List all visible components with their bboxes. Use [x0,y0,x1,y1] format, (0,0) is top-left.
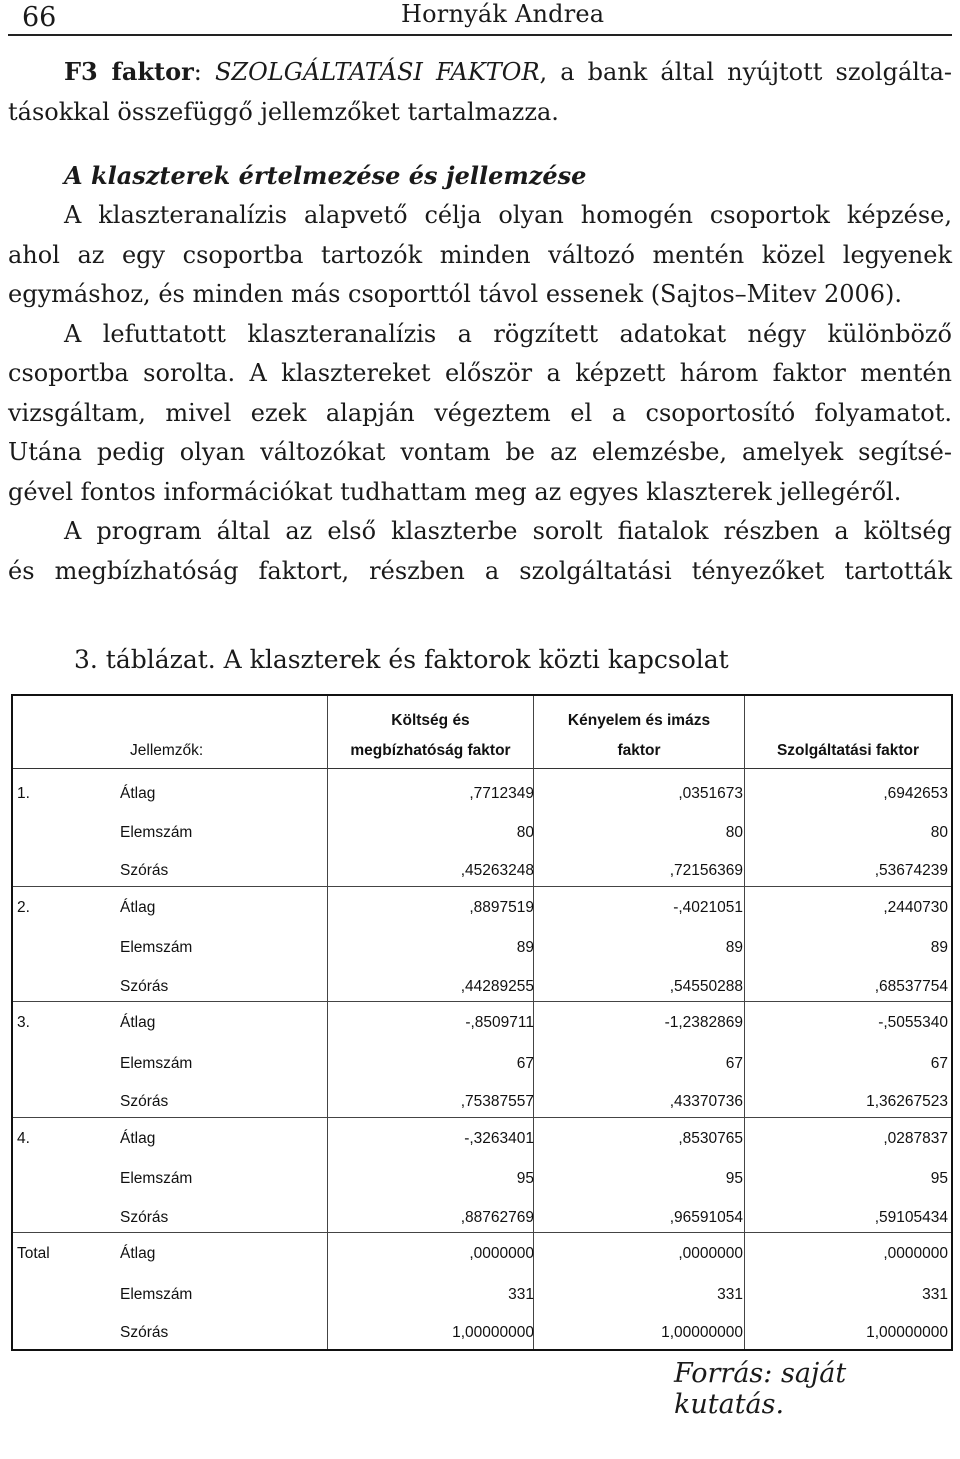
header-jellemzok: Jellemzők: [130,742,204,759]
table-row [13,1158,951,1197]
stat-label: Szórás [120,1208,169,1226]
value-comfort-image: 80 [725,823,743,841]
cluster-label: Total [17,1245,50,1262]
table-row [13,850,951,889]
cluster-label: 3. [17,1014,30,1031]
value-comfort-image: -1,2382869 [664,1014,743,1031]
value-comfort-image: ,0000000 [678,1245,743,1262]
value-cost-reliability: 67 [516,1054,534,1072]
value-service: ,68537754 [874,977,948,995]
stat-label: Átlag [120,1014,156,1031]
stat-label: Szórás [120,1324,169,1341]
cluster-label: 4. [17,1129,30,1147]
value-cost-reliability: ,88762769 [460,1208,534,1226]
factor-title: SZOLGÁLTATÁSI FAKTOR [214,58,540,86]
table-row [13,1117,951,1157]
value-service: ,53674239 [874,862,948,879]
value-comfort-image: ,54550288 [669,977,743,995]
stat-label: Elemszám [120,823,193,841]
cluster-label: 1. [17,785,30,802]
body-line: A klaszteranalízis alapvető célja olyan homogén csoportok képzése, [64,201,952,229]
stat-label: Elemszám [120,1054,193,1072]
factor-line-2: tásokkal összefüggő jellemzőket tartalmazza. [8,97,559,126]
header-col1: Költség és megbízhatóság faktor [350,712,511,759]
stat-label: Szórás [120,1093,169,1110]
value-cost-reliability: ,8897519 [469,898,534,916]
stat-label: Átlag [120,1129,156,1147]
value-comfort-image: ,96591054 [669,1208,743,1226]
running-head: Hornyák Andrea [401,0,605,28]
table-row [13,1001,951,1041]
value-cost-reliability: -,8509711 [465,1014,534,1031]
stat-label: Elemszám [120,1170,193,1187]
section-title: A klaszterek értelmezése és jellemzése [64,161,587,190]
stat-label: Elemszám [120,1285,193,1303]
page-number: 66 [22,2,57,33]
value-comfort-image: ,0351673 [678,785,743,802]
value-cost-reliability: 80 [516,823,534,841]
value-cost-reliability: ,7712349 [469,785,534,802]
value-cost-reliability: 1,00000000 [452,1324,534,1341]
table-row [13,886,951,926]
table-row [13,1232,951,1272]
table-row [13,927,951,966]
table-row [13,1274,951,1313]
value-service: ,6942653 [883,785,948,802]
table-row [13,1043,951,1082]
header-col3: Szolgáltatási faktor [776,742,920,759]
value-service: -,5055340 [878,1014,948,1031]
value-cost-reliability: ,75387557 [460,1093,534,1110]
table-row [13,1197,951,1236]
value-service: ,2440730 [883,898,948,916]
value-comfort-image: ,8530765 [678,1129,743,1147]
value-comfort-image: ,43370736 [669,1093,743,1110]
factor-name: F3 faktor [64,57,194,86]
value-service: 1,36267523 [866,1093,948,1110]
value-cost-reliability: ,0000000 [469,1245,534,1262]
value-service: ,0287837 [883,1129,948,1147]
body-line: egymáshoz, és minden más csoporttól távol essenek (Sajtos–Mitev 2006). [8,280,903,308]
header-col2: Kényelem és imázs faktor [567,712,711,759]
stat-label: Átlag [120,898,156,916]
value-comfort-image: -,4021051 [673,898,743,916]
value-service: 95 [930,1170,948,1187]
table-header [13,696,951,769]
table-row [13,1081,951,1120]
value-comfort-image: 89 [725,939,743,956]
stat-label: Átlag [120,1245,156,1262]
body-line: Utána pedig olyan változókat vontam be az elemzésbe, amelyek segítsé- [8,438,952,466]
body-paragraph [8,196,952,591]
body-line: és megbízhatóság faktort, részben a szolgáltatási tényezőket tartották [8,556,952,585]
value-service: 331 [922,1285,948,1303]
table-caption: 3. táblázat. A klaszterek és faktorok közti kapcsolat [74,645,729,674]
table-row [13,773,951,812]
table-row [13,966,951,1005]
body-line: A lefuttatott klaszteranalízis a rögzített adatokat négy különböző [64,319,952,348]
factor-paragraph [8,52,952,132]
value-cost-reliability: 89 [516,939,534,956]
value-service: 67 [930,1054,948,1072]
value-service: ,0000000 [883,1245,948,1262]
body-line: A program által az első klaszterbe sorolt fiatalok részben a költség [64,517,952,545]
table-row [13,812,951,851]
cluster-label: 2. [17,898,30,916]
body-line: ahol az egy csoportba tartozók minden változó mentén közel legyenek [8,240,952,269]
body-line: csoportba sorolta. A klasztereket először a képzett három faktor mentén [8,359,952,387]
stat-label: Szórás [120,862,169,879]
factor-line-1: F3 faktor: SZOLGÁLTATÁSI FAKTOR, a bank által nyújtott szolgálta- [64,57,953,86]
value-comfort-image: 1,00000000 [661,1324,743,1341]
value-cost-reliability: 331 [508,1285,534,1303]
value-cost-reliability: ,44289255 [460,977,534,995]
value-service: ,59105434 [874,1208,948,1226]
source-note: Forrás: saját kutatás. [674,1358,847,1420]
section-title-wrap [8,156,952,196]
table-row [13,1312,951,1351]
cluster-table [11,694,953,1351]
value-comfort-image: ,72156369 [669,862,743,879]
value-service: 89 [930,939,948,956]
stat-label: Szórás [120,977,169,995]
value-service: 80 [930,823,948,841]
page-header [8,0,952,36]
value-service: 1,00000000 [866,1324,948,1341]
value-comfort-image: 95 [725,1170,743,1187]
body-line: gével fontos információkat tudhattam meg az egyes klaszterek jellegéről. [8,477,902,506]
value-cost-reliability: -,3263401 [464,1129,534,1147]
value-cost-reliability: 95 [516,1170,534,1187]
stat-label: Átlag [120,785,156,802]
value-cost-reliability: ,45263248 [460,862,534,879]
value-comfort-image: 67 [725,1054,743,1072]
value-comfort-image: 331 [717,1285,743,1303]
body-line: vizsgáltam, mivel ezek alapján végeztem el a csoportosító folyamatot. [8,398,952,427]
stat-label: Elemszám [120,939,193,956]
